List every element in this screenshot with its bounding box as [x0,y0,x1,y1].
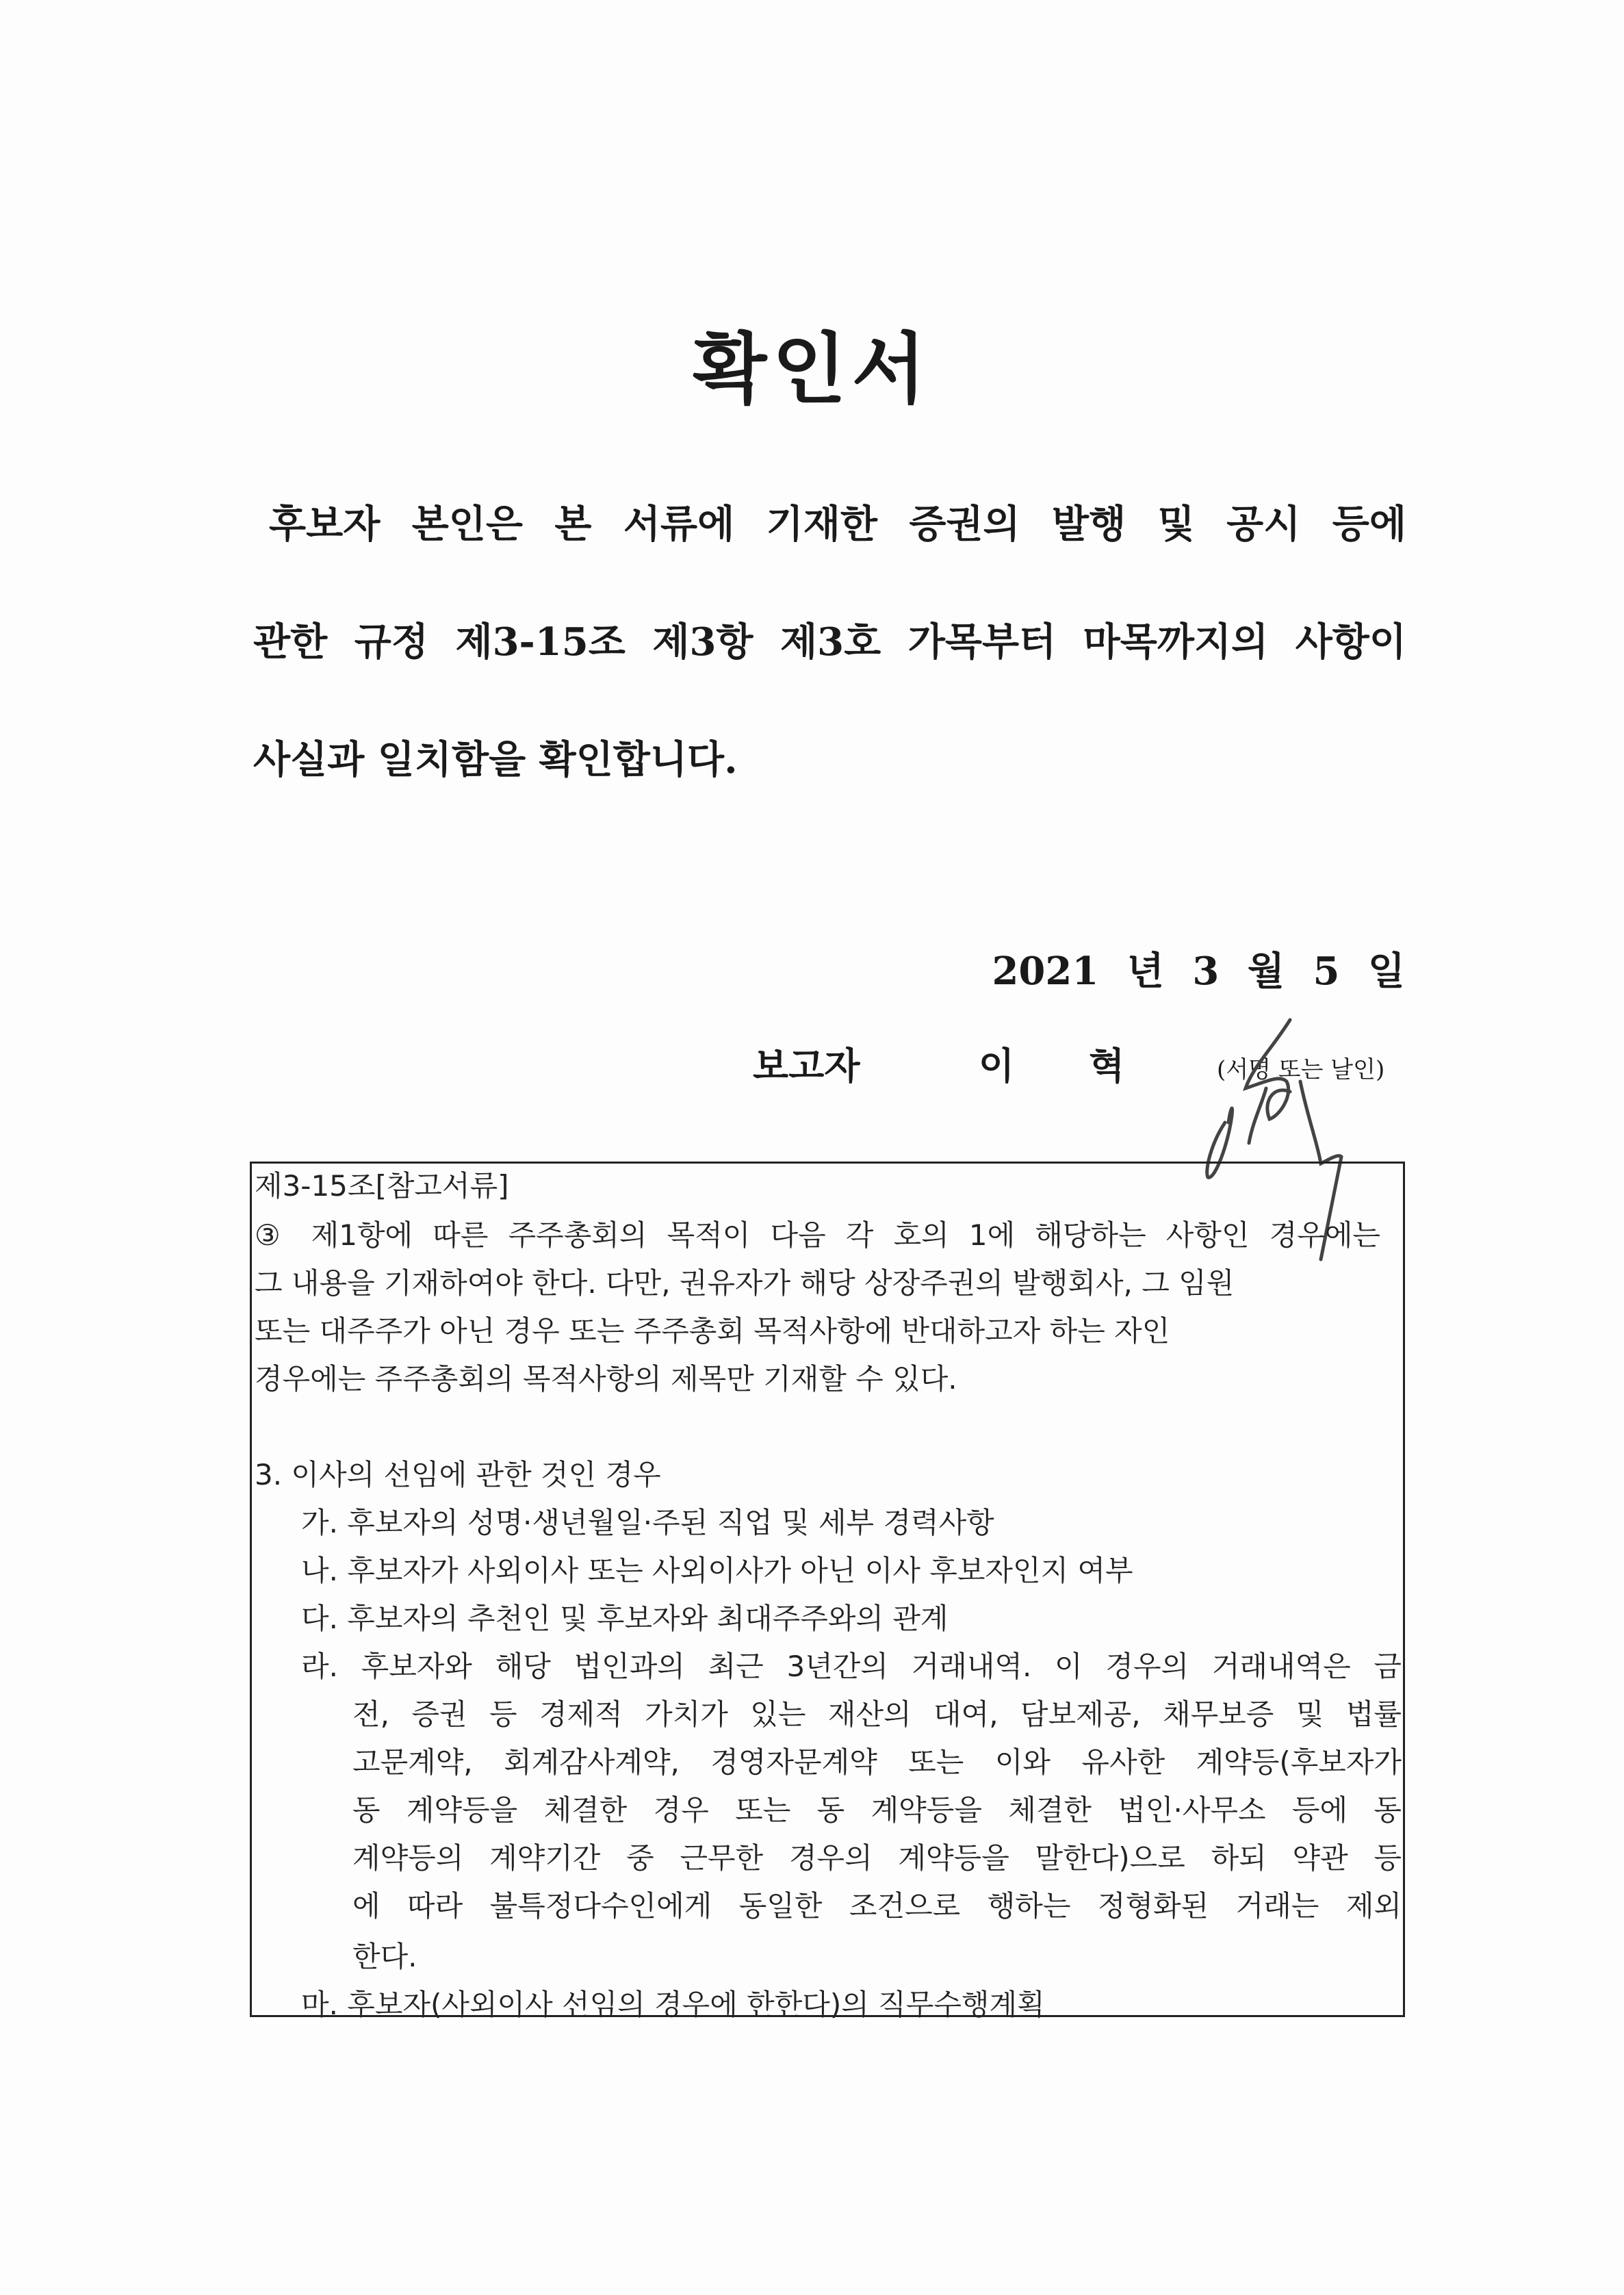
item-ra-line-2: 전, 증권 등 경제적 가치가 있는 재산의 대여, 담보제공, 채무보증 및 법률 [352,1697,1402,1731]
clause-line-3: 또는 대주주가 아닌 경우 또는 주주총회 목적사항에 반대하고자 하는 자인 [255,1314,1170,1348]
date: 2021 년 3 월 5 일 [992,949,1405,994]
item-da: 다. 후보자의 추천인 및 후보자와 최대주주와의 관계 [301,1602,949,1635]
confirmation-line-2: 관한 규정 제3-15조 제3항 제3호 가목부터 마목까지의 사항이 [253,619,1406,665]
item-ra-line-5: 계약등의 계약기간 중 근무한 경우의 계약등을 말한다)으로 하되 약관 등 [352,1841,1402,1875]
sign-note: (서명 또는 날인) [1217,1056,1385,1084]
reference-heading: 제3-15조[참고서류] [255,1169,509,1203]
item-ra-line-4: 동 계약등을 체결한 경우 또는 동 계약등을 체결한 법인·사무소 등에 동 [352,1793,1402,1827]
item-ra-line-6: 에 따라 불특정다수인에게 동일한 조건으로 행하는 정형화된 거래는 제외 [352,1889,1402,1923]
clause-line-4: 경우에는 주주총회의 목적사항의 제목만 기재할 수 있다. [255,1362,957,1396]
item-na: 나. 후보자가 사외이사 또는 사외이사가 아닌 이사 후보자인지 여부 [301,1554,1133,1587]
document-title: 확인서 [693,324,931,414]
item-ga: 가. 후보자의 성명·생년월일·주된 직업 및 세부 경력사항 [301,1506,994,1539]
confirmation-line-3: 사실과 일치함을 확인합니다. [253,737,738,782]
reporter-name: 이 혁 [979,1044,1125,1088]
item-heading: 3. 이사의 선임에 관한 것인 경우 [255,1458,661,1491]
item-ra: 라. 후보자와 해당 법인과의 최근 3년간의 거래내역. 이 경우의 거래내역은 금 [301,1650,1402,1683]
clause-line-1: ③ 제1항에 따른 주주총회의 목적이 다음 각 호의 1에 해당하는 사항인 경우에는 [255,1218,1380,1252]
item-ra-line-3: 고문계약, 회계감사계약, 경영자문계약 또는 이와 유사한 계약등(후보자가 [352,1745,1402,1779]
clause-line-2: 그 내용을 기재하여야 한다. 다만, 권유자가 해당 상장주권의 발행회사, 그 임원 [255,1266,1235,1300]
item-ma: 마. 후보자(사외이사 선임의 경우에 한한다)의 직무수행계획 [301,1988,1045,2021]
reporter-label: 보고자 [753,1044,860,1088]
confirmation-line-1: 후보자 본인은 본 서류에 기재한 증권의 발행 및 공시 등에 [269,502,1406,547]
item-ra-line-7: 한다. [352,1940,417,1973]
